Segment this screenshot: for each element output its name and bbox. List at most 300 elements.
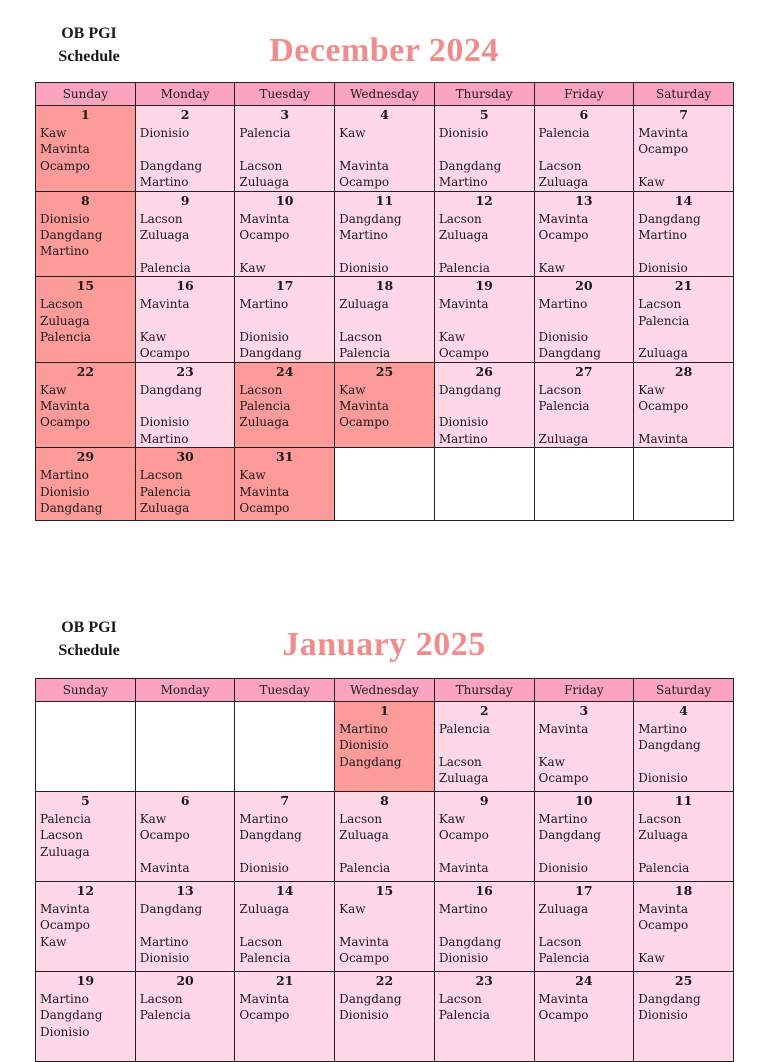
staff-name: Lacson (638, 297, 682, 312)
staff-name: Lacson (239, 934, 283, 949)
staff-name: Palencia (139, 1008, 191, 1023)
day-cell (235, 792, 335, 882)
staff-name: Martino (139, 934, 189, 949)
day-cell (235, 191, 335, 277)
day-cell (335, 792, 435, 882)
assigned-names (634, 901, 733, 967)
staff-name: Palencia (139, 260, 191, 275)
assigned-names (335, 382, 434, 431)
day-number: 23 (475, 973, 493, 988)
day-cell (634, 702, 734, 792)
staff-name: Dangdang (438, 934, 502, 949)
staff-name: Zuluaga (239, 175, 290, 190)
calendar-grid (35, 678, 734, 1062)
day-number: 27 (575, 363, 593, 379)
spacer-line (539, 414, 634, 430)
staff-name: Kaw (339, 902, 366, 916)
staff-name: Kaw (438, 329, 466, 344)
staff-name: Palencia (438, 722, 490, 736)
month-title: January 2025 (282, 626, 486, 663)
assigned-names (535, 901, 634, 967)
day-number: 14 (674, 192, 693, 208)
week-row (36, 191, 734, 277)
staff-name: Zuluaga (339, 828, 389, 843)
assigned-names (634, 382, 733, 448)
assigned-names (535, 211, 634, 277)
day-number: 21 (674, 278, 693, 294)
staff-name: Martino (239, 812, 289, 826)
assigned-names (435, 811, 534, 877)
assigned-names (136, 382, 235, 448)
day-cell (135, 106, 235, 192)
assigned-names (335, 125, 434, 191)
day-cell (135, 792, 235, 882)
day-number: 1 (81, 107, 90, 122)
staff-name: Palencia (239, 126, 291, 140)
staff-name: Ocampo (339, 415, 390, 430)
weekday-header: Sunday (36, 679, 136, 702)
staff-name: Mavinta (40, 902, 90, 916)
day-cell (534, 792, 634, 882)
day-cell (534, 702, 634, 792)
staff-name: Zuluaga (538, 431, 589, 446)
spacer-line (239, 243, 334, 259)
day-number: 2 (479, 703, 489, 718)
staff-name: Lacson (40, 828, 83, 843)
staff-name: Kaw (40, 934, 67, 949)
day-number: 19 (76, 973, 95, 988)
staff-name: Martino (339, 722, 388, 736)
day-number: 17 (575, 883, 593, 898)
day-cell (534, 106, 634, 192)
staff-name: Martino (538, 297, 588, 312)
staff-name: Lacson (538, 158, 582, 173)
assigned-names (136, 467, 235, 516)
day-cell (235, 277, 335, 363)
staff-name: Lacson (40, 297, 83, 312)
day-number: 3 (280, 107, 290, 122)
staff-name: Kaw (239, 468, 266, 483)
day-cell (135, 191, 235, 277)
day-cell (434, 702, 534, 792)
assigned-names (36, 991, 135, 1040)
staff-name: Kaw (638, 951, 665, 966)
day-cell (335, 362, 435, 448)
staff-name: Ocampo (438, 346, 489, 361)
day-number: 9 (180, 192, 190, 208)
weekday-header: Monday (135, 679, 235, 702)
staff-name: Zuluaga (538, 175, 589, 190)
day-cell (634, 972, 734, 1062)
staff-name: Mavinta (139, 297, 190, 312)
spacer-line (239, 844, 334, 860)
side-title-line2: Schedule (58, 48, 120, 65)
spacer-line (638, 754, 733, 770)
day-cell (434, 277, 534, 363)
staff-name: Zuluaga (139, 227, 190, 242)
day-cell (634, 882, 734, 972)
staff-name: Ocampo (239, 1008, 290, 1023)
staff-name: Dangdang (638, 738, 701, 753)
staff-name: Dangdang (339, 754, 402, 769)
staff-name: Martino (239, 297, 289, 312)
day-number: 20 (575, 278, 593, 294)
staff-name: Lacson (438, 211, 482, 226)
day-cell (534, 277, 634, 363)
staff-name: Mavinta (638, 126, 688, 140)
assigned-names (435, 296, 534, 362)
side-title-line1: OB PGI (61, 619, 117, 636)
day-number: 3 (579, 703, 589, 718)
staff-name: Dionisio (638, 1008, 688, 1023)
staff-name: Ocampo (139, 346, 190, 361)
assigned-names (535, 296, 634, 362)
day-number: 28 (674, 363, 693, 379)
staff-name: Martino (40, 468, 89, 483)
staff-name: Dangdang (239, 346, 302, 361)
day-number: 22 (375, 973, 394, 988)
staff-name: Palencia (438, 260, 490, 275)
staff-name: Dangdang (438, 382, 502, 397)
day-cell (434, 191, 534, 277)
assigned-names (535, 125, 634, 191)
empty-day-cell (434, 448, 534, 521)
staff-name: Dionisio (40, 211, 90, 226)
assigned-names (634, 721, 733, 787)
staff-name: Mavinta (40, 142, 90, 157)
staff-name: Lacson (139, 992, 183, 1006)
assigned-names (335, 211, 434, 277)
day-cell (235, 972, 335, 1062)
staff-name: Mavinta (638, 431, 688, 446)
staff-name: Kaw (438, 812, 466, 826)
day-cell (634, 191, 734, 277)
staff-name: Ocampo (538, 1008, 589, 1023)
day-number: 22 (76, 363, 95, 379)
assigned-names (136, 211, 235, 277)
day-cell (434, 362, 534, 448)
day-number: 6 (180, 793, 190, 808)
assigned-names (235, 467, 334, 516)
spacer-line (539, 917, 634, 933)
spacer-line (140, 243, 235, 259)
staff-name: Dangdang (538, 346, 601, 361)
staff-name: Dionisio (139, 126, 190, 140)
assigned-names (136, 296, 235, 362)
day-cell (36, 792, 136, 882)
day-cell (335, 106, 435, 192)
assigned-names (335, 811, 434, 877)
spacer-line (539, 737, 634, 753)
assigned-names (36, 296, 135, 345)
empty-day-cell (235, 702, 335, 792)
assigned-names (36, 901, 135, 950)
spacer-line (638, 934, 733, 950)
week-row (36, 702, 734, 792)
day-cell (135, 972, 235, 1062)
day-cell (235, 106, 335, 192)
assigned-names (535, 382, 634, 448)
day-number: 6 (579, 107, 589, 122)
side-title (44, 22, 134, 68)
staff-name: Martino (438, 902, 488, 916)
spacer-line (638, 158, 733, 174)
staff-name: Mavinta (339, 399, 389, 414)
assigned-names (335, 721, 434, 770)
day-cell (434, 882, 534, 972)
day-cell (335, 702, 435, 792)
staff-name: Dangdang (339, 211, 402, 226)
weekday-header: Tuesday (235, 83, 335, 106)
staff-name: Mavinta (339, 934, 389, 949)
staff-name: Palencia (339, 861, 391, 876)
day-number: 18 (674, 883, 693, 898)
spacer-line (638, 844, 733, 860)
staff-name: Ocampo (438, 828, 489, 843)
staff-name: Mavinta (538, 992, 589, 1006)
staff-name: Mavinta (239, 484, 290, 499)
staff-name: Dangdang (40, 501, 103, 516)
staff-name: Dangdang (139, 382, 203, 397)
staff-name: Dionisio (438, 951, 489, 966)
staff-name: Ocampo (339, 951, 390, 966)
staff-name: Mavinta (638, 902, 688, 916)
staff-name: Ocampo (638, 399, 689, 414)
assigned-names (136, 991, 235, 1024)
staff-name: Martino (638, 227, 688, 242)
day-cell (335, 277, 435, 363)
month-title: December 2024 (269, 32, 499, 69)
day-cell (634, 277, 734, 363)
day-cell (36, 191, 136, 277)
staff-name: Zuluaga (239, 415, 290, 430)
day-number: 16 (176, 278, 194, 294)
spacer-line (239, 313, 334, 329)
weekday-header: Wednesday (335, 83, 435, 106)
staff-name: Mavinta (239, 992, 290, 1006)
day-number: 9 (479, 793, 489, 808)
spacer-line (439, 737, 534, 753)
staff-name: Dangdang (40, 227, 103, 242)
weekday-header-row (36, 83, 734, 106)
assigned-names (36, 382, 135, 431)
spacer-line (140, 917, 235, 933)
staff-name: Mavinta (339, 158, 389, 173)
assigned-names (36, 811, 135, 860)
staff-name: Mavinta (538, 211, 589, 226)
staff-name: Lacson (239, 382, 283, 397)
staff-name: Dionisio (40, 484, 90, 499)
assigned-names (136, 901, 235, 967)
staff-name: Dangdang (638, 992, 701, 1006)
spacer-line (239, 917, 334, 933)
empty-day-cell (534, 448, 634, 521)
spacer-line (339, 313, 434, 329)
assigned-names (36, 211, 135, 260)
day-number: 18 (375, 278, 394, 294)
assigned-names (235, 296, 334, 362)
day-number: 30 (176, 449, 194, 465)
staff-name: Dionisio (339, 738, 389, 753)
staff-name: Zuluaga (538, 902, 589, 916)
weekday-header: Friday (534, 679, 634, 702)
week-row (36, 277, 734, 363)
staff-name: Mavinta (538, 722, 589, 736)
day-cell (434, 106, 534, 192)
day-cell (534, 882, 634, 972)
day-number: 24 (276, 363, 294, 379)
staff-name: Martino (40, 244, 89, 259)
empty-day-cell (36, 702, 136, 792)
staff-name: Dionisio (638, 771, 688, 786)
day-cell (36, 448, 136, 521)
staff-name: Dionisio (139, 951, 190, 966)
staff-name: Palencia (339, 346, 391, 361)
day-number: 25 (674, 973, 693, 988)
day-number: 11 (674, 793, 693, 808)
staff-name: Dionisio (438, 126, 489, 140)
empty-day-cell (634, 448, 734, 521)
assigned-names (335, 991, 434, 1024)
staff-name: Kaw (139, 812, 167, 826)
day-cell (634, 362, 734, 448)
staff-name: Dionisio (339, 1008, 389, 1023)
day-cell (335, 882, 435, 972)
day-cell (36, 106, 136, 192)
day-number: 8 (380, 793, 389, 808)
staff-name: Dangdang (139, 902, 203, 916)
staff-name: Zuluaga (40, 844, 90, 859)
staff-name: Kaw (538, 754, 565, 769)
day-cell (634, 792, 734, 882)
week-row (36, 448, 734, 521)
staff-name: Martino (40, 992, 89, 1006)
day-number: 12 (475, 192, 493, 208)
staff-name: Mavinta (40, 399, 90, 414)
week-row (36, 106, 734, 192)
weekday-header: Saturday (634, 679, 734, 702)
staff-name: Ocampo (40, 415, 90, 430)
day-number: 21 (276, 973, 294, 988)
assigned-names (335, 296, 434, 362)
day-number: 7 (679, 107, 688, 122)
weekday-header: Tuesday (235, 679, 335, 702)
staff-name: Kaw (339, 126, 366, 140)
staff-name: Martino (638, 722, 688, 736)
day-cell (335, 191, 435, 277)
assigned-names (634, 811, 733, 877)
spacer-line (239, 141, 334, 157)
staff-name: Lacson (339, 812, 383, 826)
staff-name: Ocampo (139, 828, 190, 843)
staff-name: Mavinta (438, 297, 489, 312)
day-number: 13 (575, 192, 593, 208)
staff-name: Kaw (538, 260, 565, 275)
day-number: 31 (276, 449, 294, 465)
staff-name: Ocampo (339, 175, 390, 190)
assigned-names (335, 901, 434, 967)
spacer-line (539, 243, 634, 259)
empty-day-cell (335, 448, 435, 521)
day-cell (534, 972, 634, 1062)
staff-name: Palencia (438, 1008, 490, 1023)
staff-name: Palencia (538, 399, 590, 414)
staff-name: Zuluaga (438, 771, 489, 786)
staff-name: Dangdang (40, 1008, 103, 1023)
spacer-line (638, 243, 733, 259)
day-number: 8 (81, 192, 90, 208)
weekday-header: Thursday (434, 83, 534, 106)
staff-name: Mavinta (139, 861, 190, 876)
week-row (36, 972, 734, 1062)
staff-name: Ocampo (40, 918, 90, 933)
weekday-header: Friday (534, 83, 634, 106)
staff-name: Palencia (239, 951, 291, 966)
weekday-header: Wednesday (335, 679, 435, 702)
staff-name: Martino (438, 175, 488, 190)
day-number: 23 (176, 363, 194, 379)
day-number: 15 (76, 278, 95, 294)
day-cell (135, 362, 235, 448)
week-row (36, 362, 734, 448)
assigned-names (235, 382, 334, 431)
assigned-names (535, 991, 634, 1024)
staff-name: Dangdang (638, 211, 701, 226)
staff-name: Dionisio (239, 329, 289, 344)
day-number: 19 (475, 278, 493, 294)
staff-name: Palencia (139, 484, 191, 499)
weekday-header: Thursday (434, 679, 534, 702)
assigned-names (435, 125, 534, 191)
day-number: 26 (475, 363, 493, 379)
empty-day-cell (135, 702, 235, 792)
spacer-line (339, 844, 434, 860)
side-title (44, 616, 134, 662)
assigned-names (136, 811, 235, 877)
day-number: 5 (479, 107, 489, 122)
day-cell (634, 106, 734, 192)
staff-name: Dionisio (638, 260, 688, 275)
staff-name: Kaw (239, 260, 266, 275)
day-number: 16 (475, 883, 493, 898)
staff-name: Martino (438, 431, 488, 446)
day-number: 7 (280, 793, 290, 808)
spacer-line (638, 414, 733, 430)
staff-name: Dionisio (538, 861, 588, 876)
staff-name: Palencia (40, 812, 92, 826)
staff-name: Lacson (638, 812, 682, 826)
staff-name: Ocampo (638, 142, 689, 157)
staff-name: Martino (139, 175, 189, 190)
assigned-names (235, 811, 334, 877)
staff-name: Zuluaga (638, 346, 688, 361)
staff-name: Martino (339, 227, 388, 242)
day-cell (135, 277, 235, 363)
staff-name: Dionisio (538, 329, 588, 344)
assigned-names (235, 901, 334, 967)
staff-name: Palencia (638, 313, 690, 328)
staff-name: Palencia (638, 861, 690, 876)
spacer-line (439, 141, 534, 157)
spacer-line (539, 844, 634, 860)
day-cell (335, 972, 435, 1062)
assigned-names (36, 467, 135, 516)
staff-name: Lacson (538, 934, 582, 949)
spacer-line (439, 844, 534, 860)
day-cell (135, 448, 235, 521)
day-number: 29 (76, 449, 95, 465)
staff-name: Zuluaga (139, 501, 190, 516)
